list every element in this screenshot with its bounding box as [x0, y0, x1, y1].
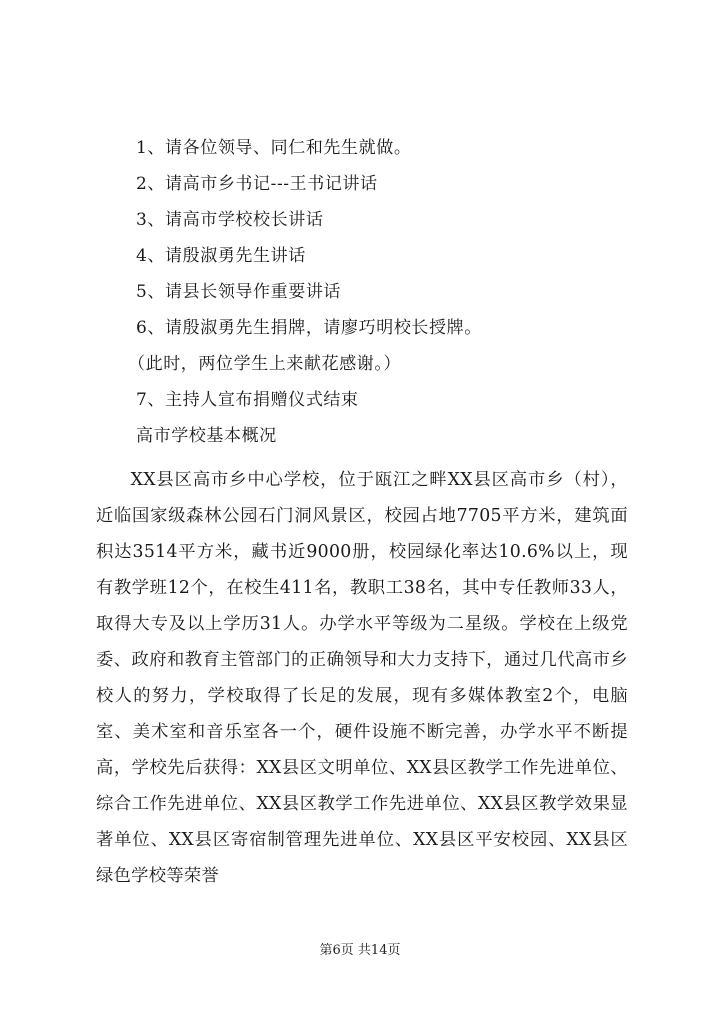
agenda-item-3: 3、请高市学校校长讲话 [136, 210, 324, 230]
section-title: 高市学校基本概况 [136, 426, 277, 446]
agenda-item-7: 7、主持人宣布捐赠仪式结束 [136, 390, 359, 410]
agenda-item-2: 2、请高市乡书记---王书记讲话 [136, 174, 378, 194]
school-overview-paragraph: XX县区高市乡中心学校，位于瓯江之畔XX县区高市乡（村），近临国家级森林公园石门洞风景区，校园占地7705平方米，建筑面积达3514平方米，藏书近9000册，校园绿化率达10.6%以上，现有教学班12个，在校生411名，教职工38名，其中专任教师33人，取得大专及以上学历31人。办学水平等级为二星级。学校在上级党委、政府和教育主管部门的正确领导和大力支持下，通过几代高市乡校人的努力，学校取得了长足的发展，现有多媒体教室2个，电脑室、美术室和音乐室各一个，硬件设施不断完善，办学水平不断提高，学校先后获得：XX县区文明单位、XX县区教学工作先进单位、综合工作先进单位、XX县区教学工作先进单位、XX县区教学效果显著单位、XX县区寄宿制管理先进单位、XX县区平安校园、XX县区绿色学校等荣誉 [96, 470, 628, 886]
agenda-item-6: 6、请殷淑勇先生捐牌，请廖巧明校长授牌。 [136, 318, 482, 338]
agenda-item-5: 5、请县长领导作重要讲话 [136, 282, 342, 302]
agenda-item-1: 1、请各位领导、同仁和先生就做。 [136, 138, 412, 158]
page-footer: 第6页 共14页 [319, 943, 401, 958]
agenda-item-4: 4、请殷淑勇先生讲话 [136, 246, 306, 266]
ceremony-agenda-list [128, 138, 656, 462]
agenda-note: （此时，两位学生上来献花感谢。） [128, 354, 402, 374]
